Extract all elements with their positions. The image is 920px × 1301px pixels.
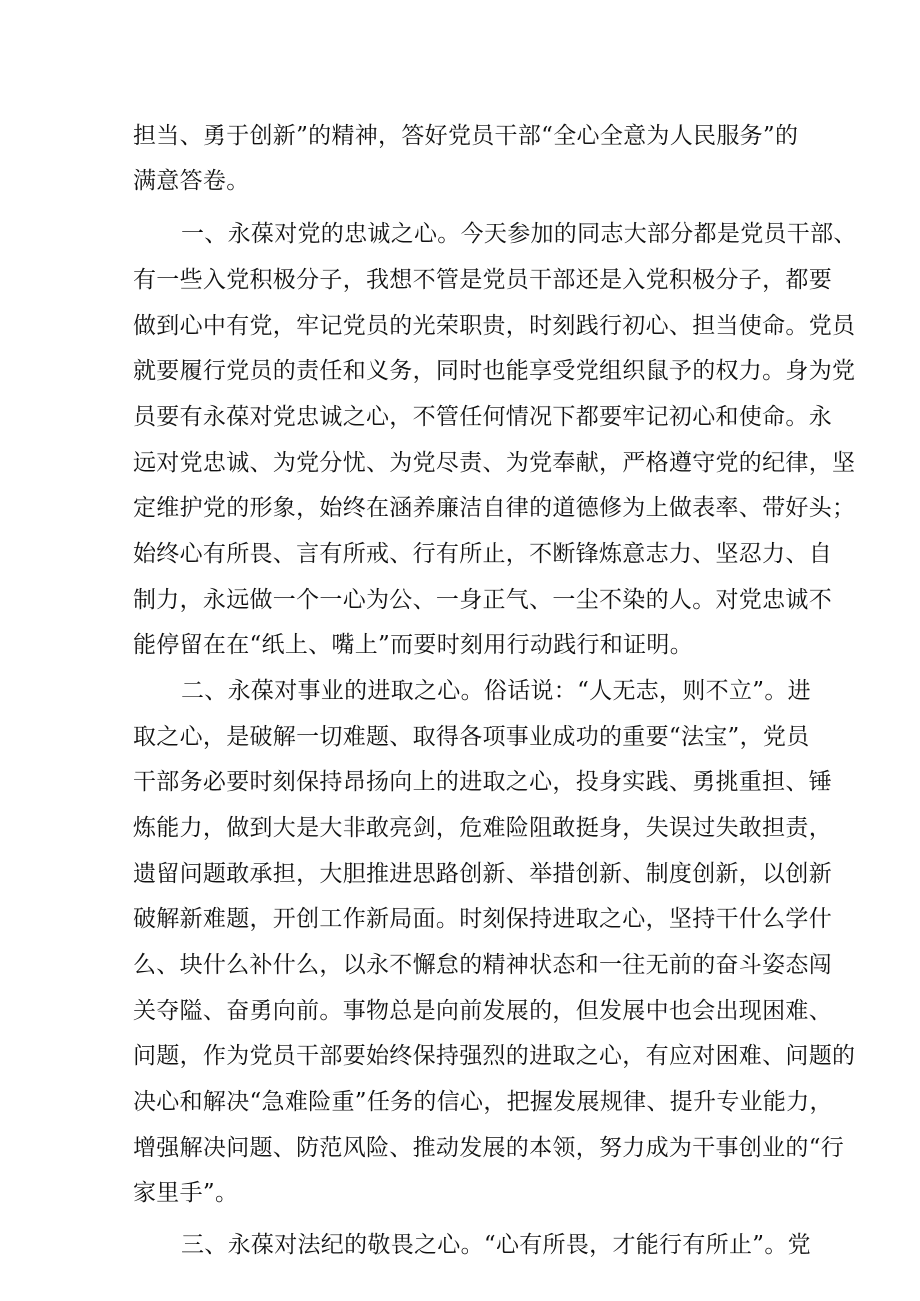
text-line: 满意答卷。 <box>133 168 250 194</box>
text-line: 始终心有所畏、言有所戒、行有所止，不断锋炼意志力、坚忍力、自 <box>133 541 832 567</box>
text-line: 就要履行党员的责任和义务，同时也能享受党组织鼠予的权力。身为党 <box>133 358 856 384</box>
text-line: 家里手”。 <box>133 1180 239 1206</box>
text-line: 破解新难题，开创工作新局面。时刻保持进取之心，坚持干什么学什 <box>133 906 832 932</box>
text-line: 员要有永葆对党忠诚之心，不管任何情况下都要牢记初心和使命。永 <box>133 404 832 430</box>
text-line: 遗留问题敢承担，大胆推进思路创新、举措创新、制度创新，以创新 <box>133 861 832 887</box>
text-line: 定维护党的形象，始终在涵养廉洁自律的道德修为上做表率、带好头； <box>133 495 856 521</box>
text-line: 炼能力，做到大是大非敢亮剑，危难险阻敢挺身，失误过失敢担责， <box>133 815 832 841</box>
text-line: 制力，永远做一个一心为公、一身正气、一尘不染的人。对党忠诚不 <box>133 587 832 613</box>
text-line: 远对党忠诚、为党分忧、为党尽责、为党奉献，严格遵守党的纪律，坚 <box>133 450 856 476</box>
paragraph-3-heading: 三、永葆对法纪的敬畏之心。“心有所畏，才能行有所止”。党 <box>181 1232 811 1258</box>
paragraph-1-heading: 一、永葆对党的忠诚之心。今天参加的同志大部分都是党员干部、 <box>181 221 857 247</box>
text-line: 决心和解决“急难险重”任务的信心，把握发展规律、提升专业能力， <box>133 1089 833 1115</box>
text-line: 取之心，是破解一切难题、取得各项事业成功的重要“法宝”，党员 <box>133 724 810 750</box>
text-line: 能停留在在“纸上、嘴上”而要时刻用行动践行和证明。 <box>133 632 694 658</box>
text-line: 担当、勇于创新”的精神，答好党员干部“全心全意为人民服务”的 <box>133 123 799 149</box>
text-line: 么、块什么补什么，以永不懈怠的精神状态和一往无前的奋斗姿态闯 <box>133 952 832 978</box>
text-line: 有一些入党积极分子，我想不管是党员干部还是入党积极分子，都要 <box>133 267 832 293</box>
text-line: 增强解决问题、防范风险、推动发展的本领，努力成为干事创业的“行 <box>133 1135 845 1161</box>
text-line: 问题，作为党员干部要始终保持强烈的进取之心，有应对困难、问题的 <box>133 1043 856 1069</box>
text-line: 关夺隘、奋勇向前。事物总是向前发展的，但发展中也会出现困难、 <box>133 998 832 1024</box>
text-line: 做到心中有党，牢记党员的光荣职贵，时刻践行初心、担当使命。党员 <box>133 313 856 339</box>
paragraph-2-heading: 二、永葆对事业的进取之心。俗话说：“人无志，则不立”。进 <box>181 678 811 704</box>
text-line: 干部务必要时刻保持昂扬向上的进取之心，投身实践、勇挑重担、锤 <box>133 769 832 795</box>
